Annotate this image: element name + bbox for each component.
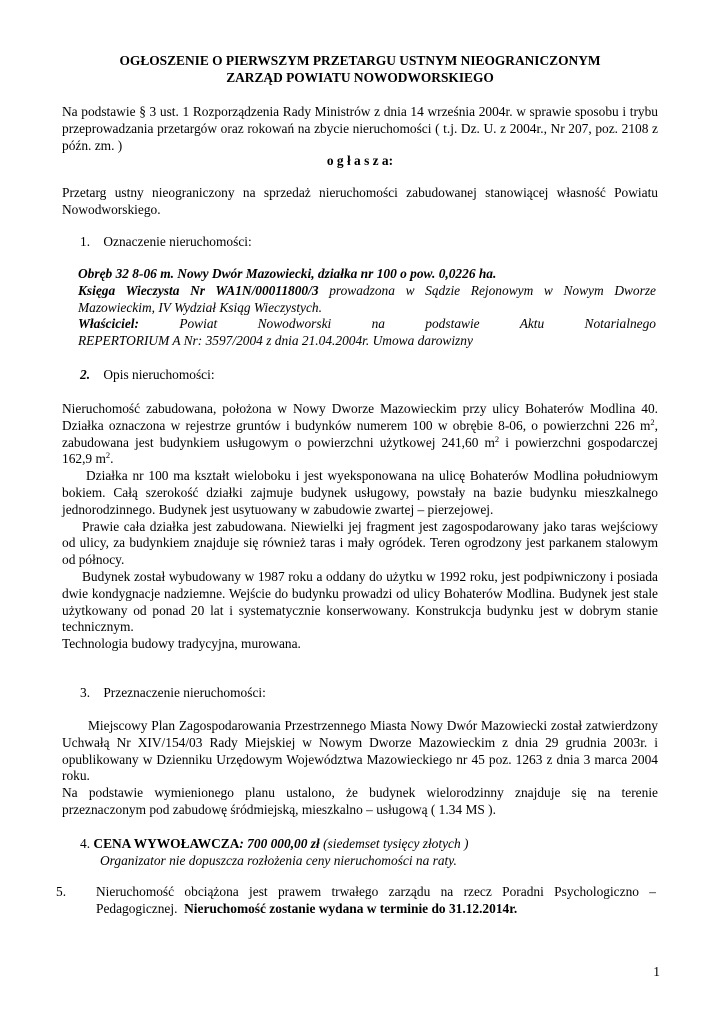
description-text-b: , zabudowana jest budynkiem usługowym o powierzchni użytkowej 241,60 m xyxy=(62,417,658,450)
description-text-a: Nieruchomość zabudowana, położona w Nowy Dworze Mazowieckim przy ulicy Bohaterów Modlina 40. Działka oznaczona w rejestrze gruntów i budynków numerem 100 w obrębie 8-06, o powierzchni 226 m xyxy=(62,401,658,433)
owner-basis: na podstawie Aktu Notarialnego xyxy=(371,316,656,332)
encumbrance-text: Nieruchomość obciążona jest prawem trwałego zarządu na rzecz Poradni Psychologiczno – Pedagogicznej. xyxy=(96,884,656,916)
section-3-heading xyxy=(80,685,640,702)
land-register-line-2: Mazowieckim, IV Wydział Ksiąg Wieczystych. xyxy=(78,299,322,315)
section-3-number: 3. xyxy=(80,685,91,700)
section-2-heading-text: Opis nieruchomości: xyxy=(103,367,215,382)
section-2-description xyxy=(62,401,658,653)
zoning-paragraph-2: Na podstawie wymienionego planu ustalono, że budynek wielorodzinny znajduje się na terenie przeznaczonym pod zabudowę śródmiejską, mieszkalno – usługową ( 1.34 MS ). xyxy=(62,785,658,817)
price-label: CENA WYWOŁAWCZA xyxy=(93,836,240,851)
description-paragraph-4: Budynek został wybudowany w 1987 roku a oddany do użytku w 1992 roku, jest podpiwniczony i posiada dwie kondygnacje nadziemne. Wejście do budynku prowadzi od ulicy Bohaterów Modlina. Budynek jest stale użytkowany od ponad 20 lat i systematycznie konserwowany. Konstrukcja budynku jest w dobrym stanie technicznym. xyxy=(62,568,658,635)
legal-basis-paragraph: Na podstawie § 3 ust. 1 Rozporządzenia Rady Ministrów z dnia 14 września 2004r. w sprawie sposobu i trybu przeprowadzania przetargów oraz rokowań na zbycie nieruchomości ( t.j. Dz. U. z 2004r., Nr 207, poz. 2108 z późn. zm. ) xyxy=(62,104,658,153)
page-number: 1 xyxy=(653,964,660,979)
land-register-line-1 xyxy=(78,283,656,300)
owner-label: Właściciel: xyxy=(78,316,139,332)
price-line xyxy=(80,836,640,853)
section-5-number: 5. xyxy=(56,884,67,899)
section-2-number: 2. xyxy=(80,367,91,382)
price-value: : 700 000,00 zł xyxy=(239,836,320,851)
section-4-number: 4. xyxy=(80,836,91,851)
intro-paragraph: Przetarg ustny nieograniczony na sprzedaż nieruchomości zabudowanej stanowiącej własność Powiatu Nowodworskiego. xyxy=(62,185,658,217)
obreb-line: Obręb 32 8-06 m. Nowy Dwór Mazowiecki, działka nr 100 o pow. 0,0226 ha. xyxy=(78,266,497,281)
owner-name: Powiat Nowodworski xyxy=(179,316,332,332)
section-3-heading-text: Przeznaczenie nieruchomości: xyxy=(103,685,266,700)
description-paragraph-1 xyxy=(62,401,658,468)
handover-deadline: Nieruchomość zostanie wydana w terminie do 31.12.2014r. xyxy=(184,900,518,916)
land-register-number: Księga Wieczysta Nr WA1N/00011800/3 xyxy=(78,282,319,298)
section-1-heading xyxy=(80,234,640,251)
price-in-words: (siedemset tysięcy złotych ) xyxy=(323,836,469,851)
section-1-number: 1. xyxy=(80,234,91,249)
document-title xyxy=(62,53,658,87)
zoning-paragraph-1: Miejscowy Plan Zagospodarowania Przestrzennego Miasta Nowy Dwór Mazowiecki został zatwierdzony Uchwałą Nr XIV/154/03 Rady Miejskiej w Nowym Dworze Mazowieckim z dnia 29 grudnia 2003r. i opublikowany w Dzienniku Urzędowym Województwa Mazowieckiego nr 45 poz. 1263 z dnia 3 marca 2004 roku. xyxy=(62,718,658,784)
owner-line xyxy=(78,316,656,333)
title-line-2: ZARZĄD POWIATU NOWODWORSKIEGO xyxy=(226,69,494,85)
description-paragraph-3: Prawie cała działka jest zabudowana. Niewielki jej fragment jest zagospodarowany jako taras wejściowy od ulicy, za budynkiem znajduje się również taras i mały ogródek. Teren ogrodzony jest parkanem stalowym od północy. xyxy=(62,518,658,568)
section-5-encumbrance xyxy=(56,884,656,918)
title-line-1: OGŁOSZENIE O PIERWSZYM PRZETARGU USTNYM NIEOGRANICZONYM xyxy=(119,53,601,68)
section-1-heading-text: Oznaczenie nieruchomości: xyxy=(103,234,252,249)
installments-note: Organizator nie dopuszcza rozłożenia ceny nieruchomości na raty. xyxy=(100,852,457,868)
description-paragraph-2: Działka nr 100 ma kształt wieloboku i jest wyeksponowana na ulicę Bohaterów Modlina południowym bokiem. Całą szerokość działki zajmuje budynek usługowy, powstały na bazie budynku mieszkalnego jednorodzinnego. Budynek jest usytuowany w zabudowie zwartej – pierzejowej. xyxy=(62,468,658,517)
superscript-2: 2 xyxy=(494,433,500,444)
description-paragraph-5: Technologia budowy tradycyjna, murowana. xyxy=(62,636,301,652)
property-designation xyxy=(78,266,656,350)
section-4-price xyxy=(80,836,640,870)
owner-deed-line: REPERTORIUM A Nr: 3597/2004 z dnia 21.04.2004r. Umowa darowizny xyxy=(78,333,473,349)
superscript-2: 2 xyxy=(105,450,111,461)
land-register-court: prowadzona w Sądzie Rejonowym w Nowym Dworze xyxy=(329,282,656,298)
section-3-zoning xyxy=(62,718,658,819)
description-text-d: . xyxy=(110,451,114,467)
encumbrance-paragraph xyxy=(56,884,656,918)
description-text-c: i powierzchni gospodarczej 162,9 m xyxy=(62,434,658,467)
superscript-2: 2 xyxy=(650,416,655,427)
section-2-heading xyxy=(80,367,640,384)
announces-line: o g ł a s z a: xyxy=(326,153,394,168)
